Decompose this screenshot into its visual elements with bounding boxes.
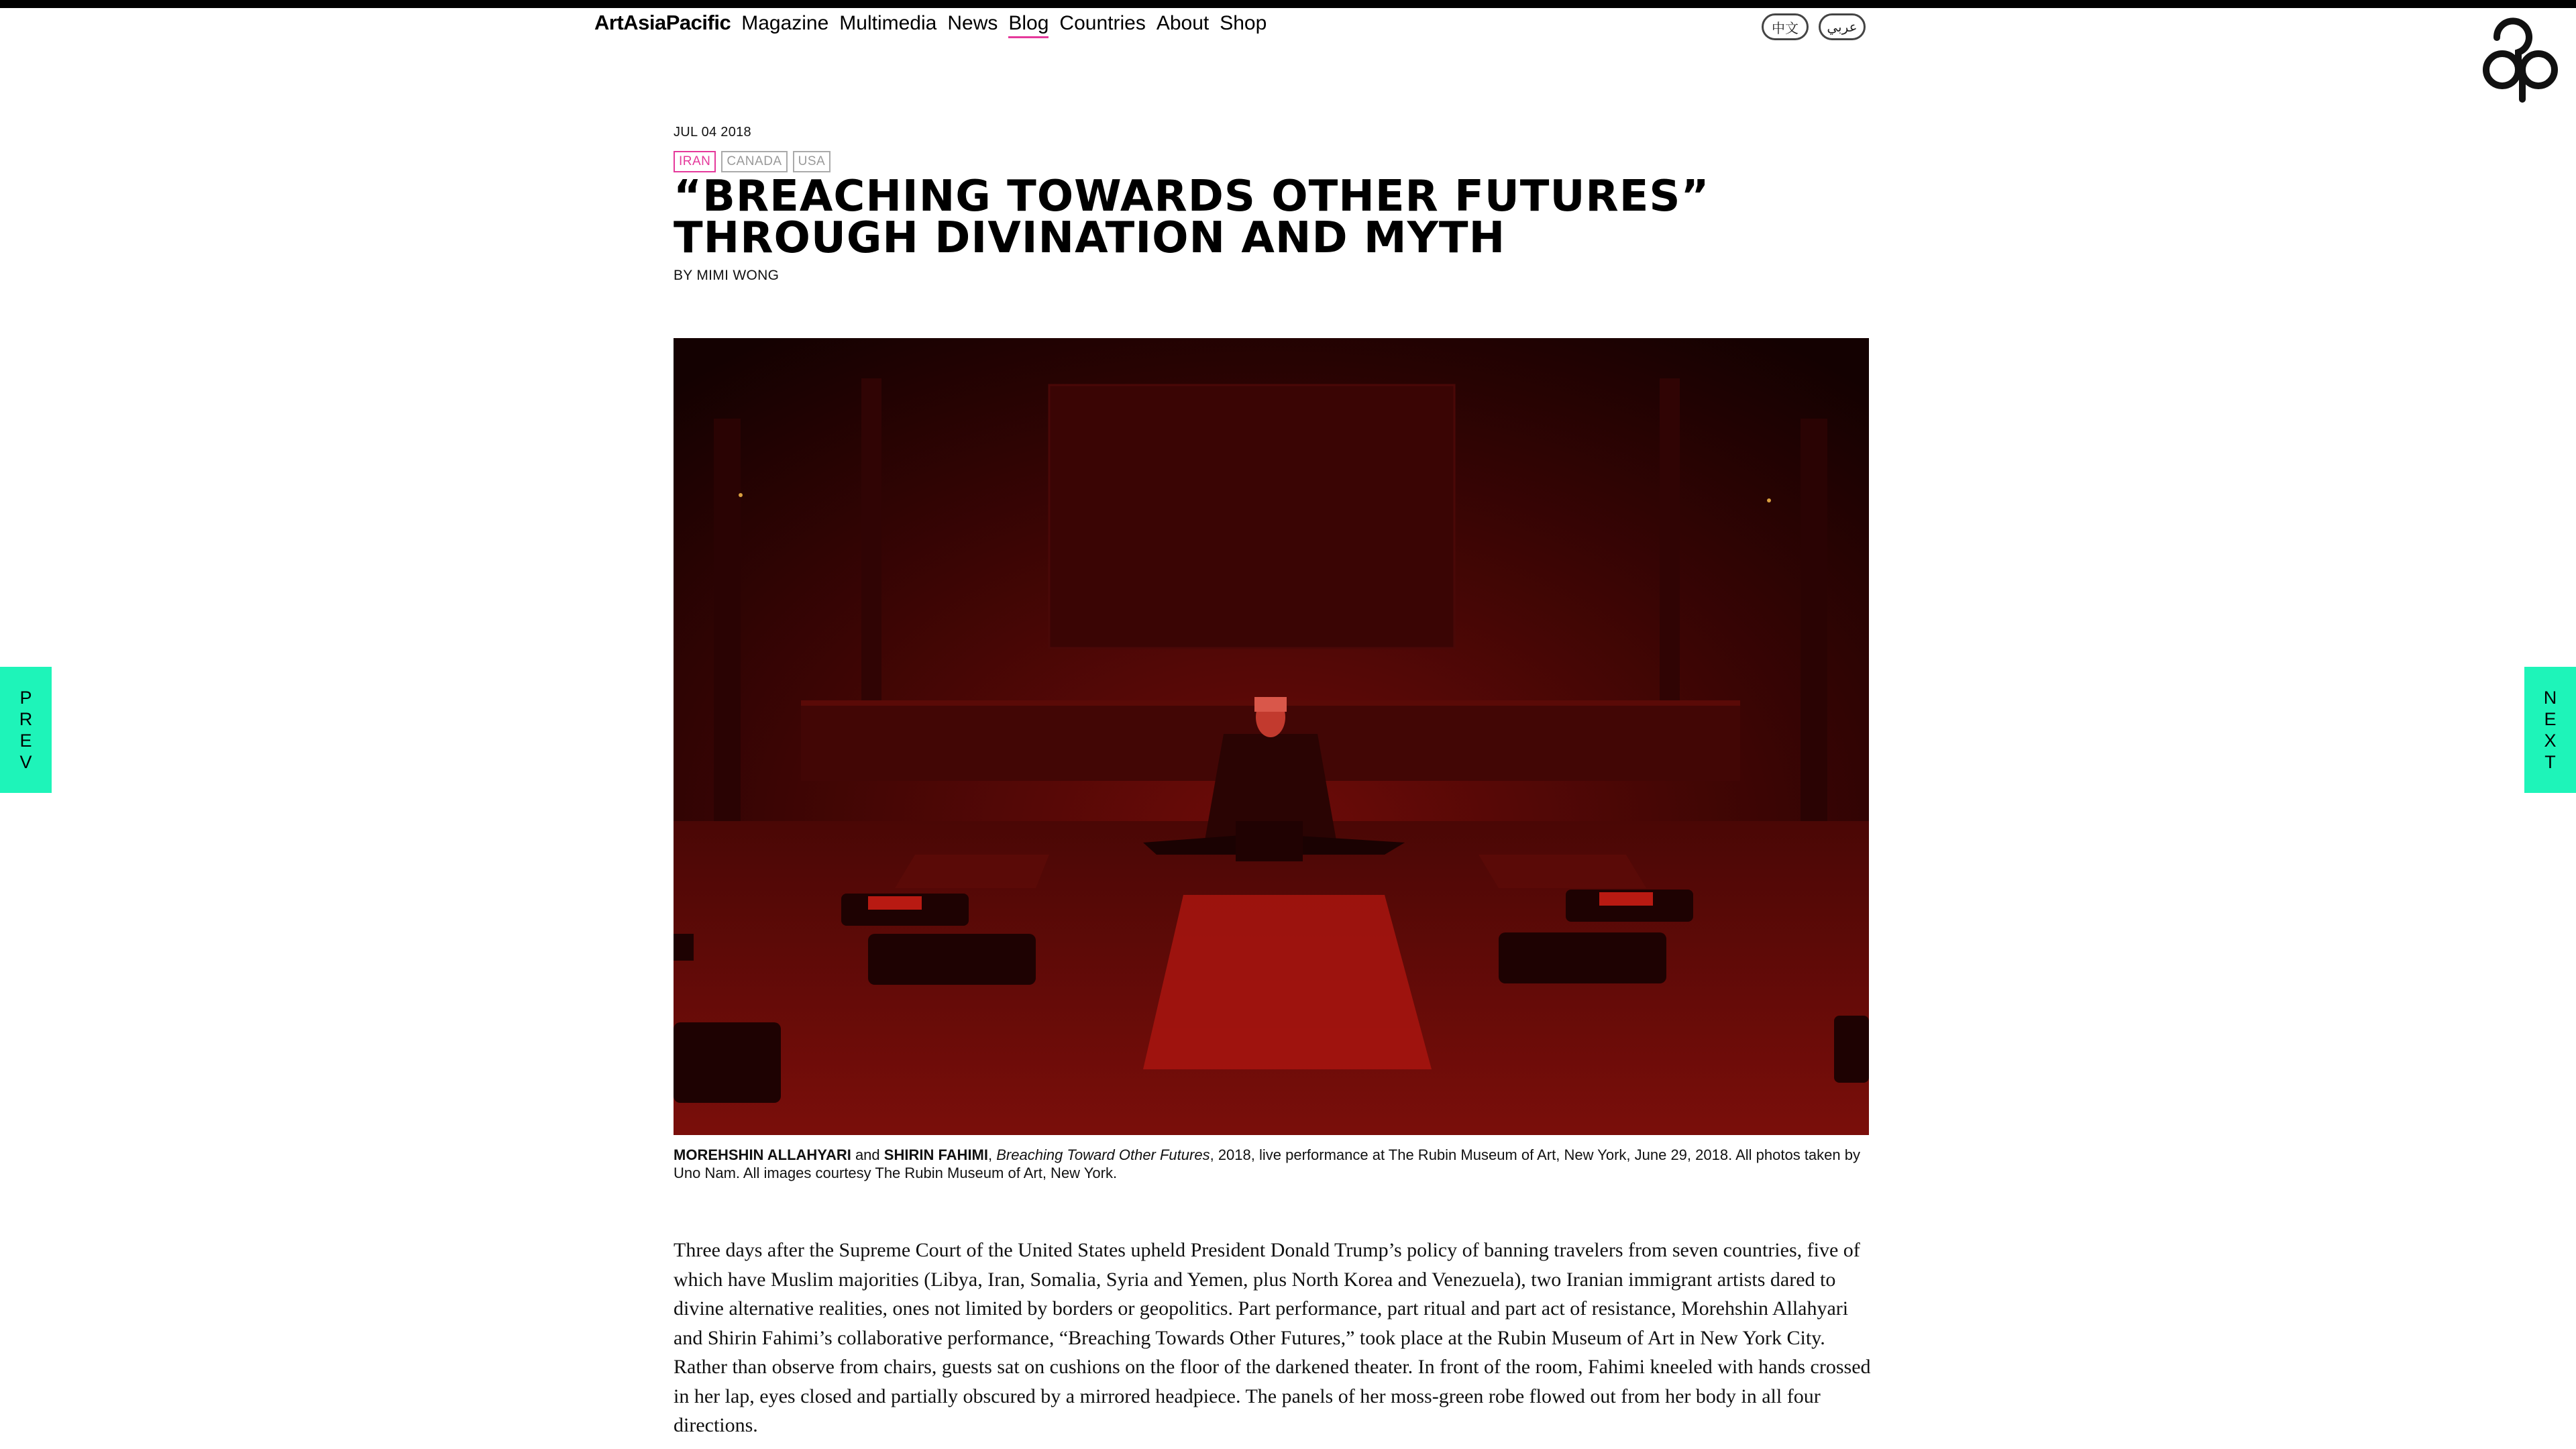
caption-work-title: Breaching Toward Other Futures	[996, 1146, 1210, 1163]
next-letter: N	[2543, 688, 2557, 708]
tag-usa[interactable]: USA	[793, 151, 831, 172]
hero-image	[674, 338, 1869, 1135]
prev-letter: R	[19, 709, 33, 729]
next-letter: E	[2544, 709, 2557, 729]
caption-details: , 2018, live performance at The Rubin Museum of Art, New York, June 29, 2018. All photos taken by Uno Nam. All images courtesy The Rubin Museum of Art, New York.	[674, 1146, 1860, 1181]
nav-item-blog[interactable]: Blog	[1008, 12, 1049, 38]
tag-iran[interactable]: IRAN	[674, 151, 716, 172]
country-tags	[674, 151, 830, 172]
nav-item-countries[interactable]: Countries	[1059, 12, 1146, 34]
prev-article-tab[interactable]	[0, 667, 52, 793]
prev-letter: P	[19, 688, 32, 708]
nav-item-about[interactable]: About	[1156, 12, 1210, 34]
language-arabic-button[interactable]: عربي	[1819, 13, 1866, 40]
language-chinese-button[interactable]: 中文	[1762, 13, 1809, 40]
image-caption	[674, 1146, 1874, 1182]
main-nav	[594, 11, 1277, 38]
prev-letter: V	[19, 752, 32, 772]
nav-item-shop[interactable]: Shop	[1220, 12, 1267, 34]
caption-artist-1: MOREHSHIN ALLAHYARI	[674, 1146, 851, 1163]
article-title: “BREACHING TOWARDS OTHER FUTURES” THROUGH DIVINATION AND MYTH	[674, 172, 1710, 263]
nav-item-news[interactable]: News	[947, 12, 998, 34]
next-article-tab[interactable]	[2524, 667, 2576, 793]
site-brand-link[interactable]: ArtAsiaPacific	[594, 11, 731, 34]
top-bar	[0, 0, 2576, 8]
aap-logo-icon[interactable]	[2477, 15, 2568, 105]
article-date: JUL 04 2018	[674, 125, 751, 140]
caption-and: and	[851, 1146, 884, 1163]
caption-separator: ,	[988, 1146, 997, 1163]
article-byline: BY MIMI WONG	[674, 268, 780, 283]
next-letter: T	[2544, 752, 2556, 772]
prev-letter: E	[19, 731, 32, 751]
article-body-paragraph: Three days after the Supreme Court of the United States upheld President Donald Trump’s policy of banning travelers from seven countries, five of which have Muslim majorities (Libya, Iran, Somalia, Syria and Yemen, plus North Korea and Venezuela), two Iranian immigrant artists dared to divine alternative realities, ones not limited by borders or geopolitics. Part performance, part ritual and part act of resistance, Morehshin Allahyari and Shirin Fahimi’s collaborative performance, “Breaching Towards Other Futures,” took place at the Rubin Museum of Art in New York City. Rather than observe from chairs, guests sat on cushions on the floor of the darkened theater. In front of the room, Fahimi kneeled with hands crossed in her lap, eyes closed and partially obscured by a mirrored headpiece. The panels of her moss-green robe flowed out from her body in all four directions.	[674, 1239, 1871, 1436]
caption-artist-2: SHIRIN FAHIMI	[883, 1146, 988, 1163]
tag-canada[interactable]: CANADA	[721, 151, 787, 172]
nav-item-multimedia[interactable]: Multimedia	[839, 12, 937, 34]
nav-item-magazine[interactable]: Magazine	[741, 12, 829, 34]
next-letter: X	[2544, 731, 2557, 751]
